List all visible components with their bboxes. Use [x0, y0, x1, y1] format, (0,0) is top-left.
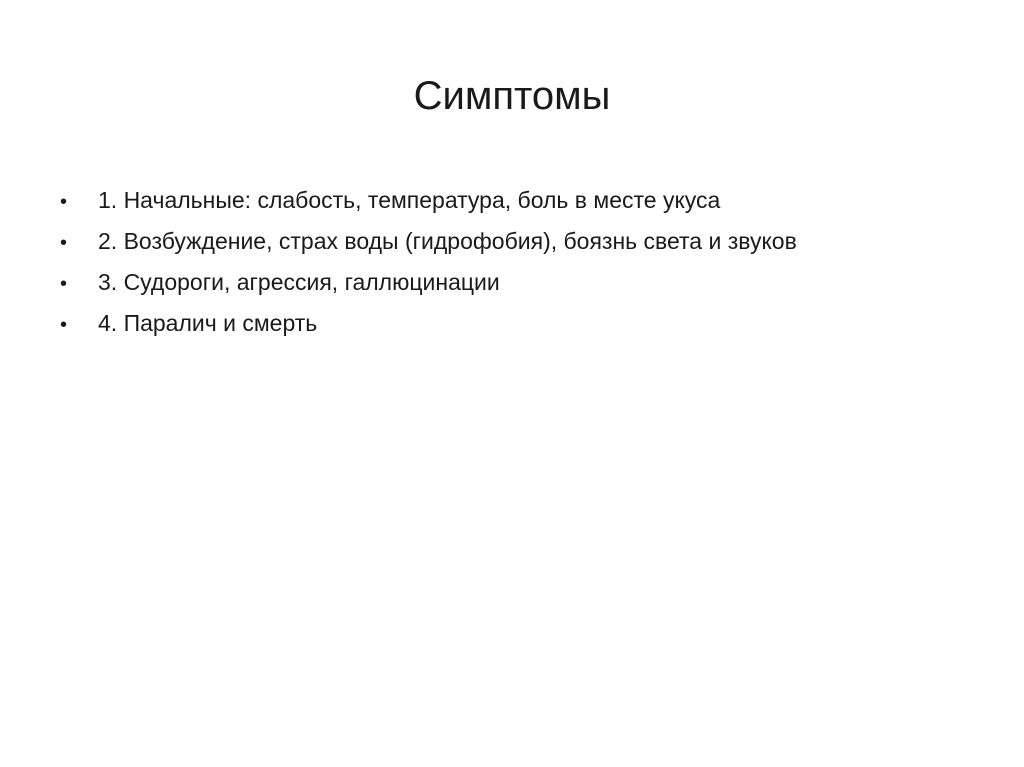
- slide-title: Симптомы: [413, 74, 611, 118]
- list-item: [56, 180, 976, 221]
- list-item-text: 1. Начальные: слабость, температура, боль в месте укуса: [98, 187, 721, 213]
- list-item: [56, 221, 976, 262]
- bullet-icon: •: [60, 314, 68, 336]
- bullet-icon: •: [60, 232, 68, 254]
- list-item: [56, 262, 976, 303]
- list-item-text: 4. Паралич и смерть: [98, 310, 318, 336]
- bullet-icon: •: [60, 191, 68, 213]
- list-item-text: 3. Судороги, агрессия, галлюцинации: [98, 269, 500, 295]
- list-item-text: 2. Возбуждение, страх воды (гидрофобия), боязнь света и звуков: [98, 228, 797, 254]
- bullet-icon: •: [60, 273, 68, 295]
- bullet-list: [56, 180, 976, 344]
- list-item: [56, 303, 976, 344]
